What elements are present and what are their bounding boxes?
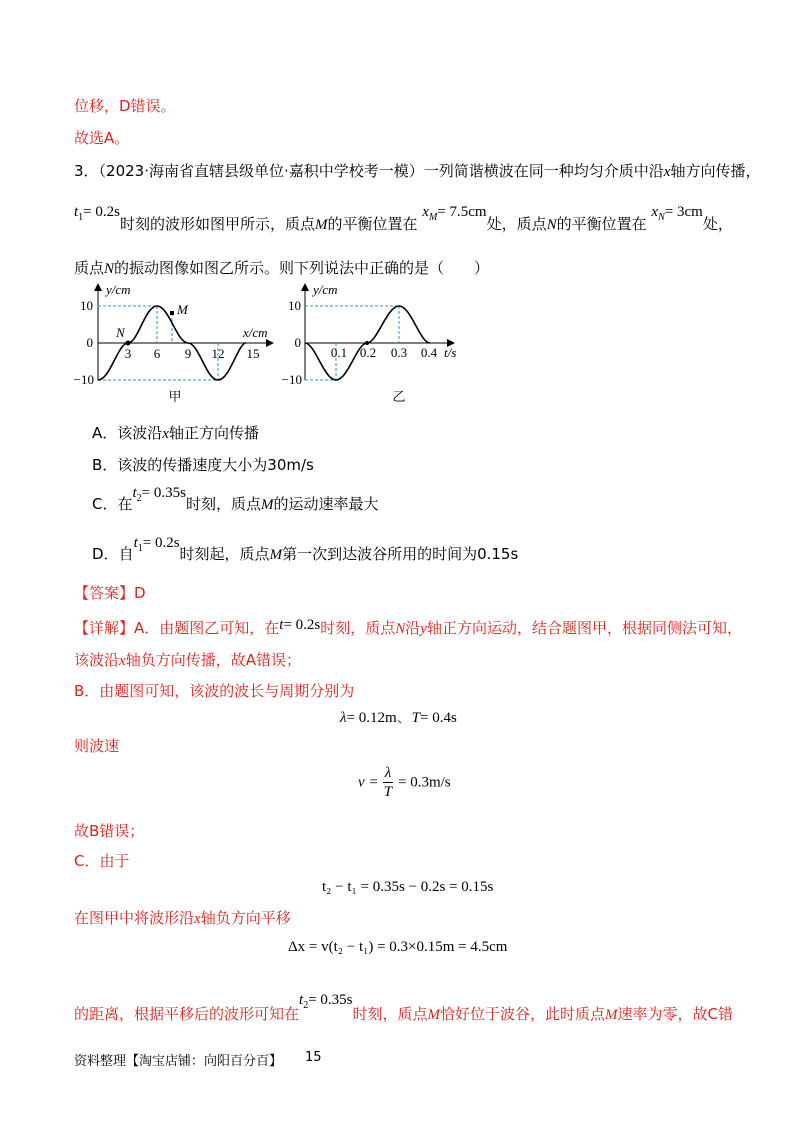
math-var: N (546, 217, 557, 233)
math-value: = 0.2s (83, 204, 120, 220)
detail-text: A．由题图乙可知，在 (134, 619, 280, 637)
xtick-label: 0.4 (420, 345, 438, 360)
detail-line: 故B错误； (74, 822, 145, 840)
math-var: λ (340, 710, 347, 726)
question-text: 处， (702, 215, 733, 233)
ytick-label: 0 (86, 335, 93, 350)
question-number: 3． (74, 162, 99, 180)
option-d (92, 535, 519, 566)
math-var: y (420, 621, 427, 637)
detail-text: 该波沿 (74, 651, 120, 669)
equation-displacement: Δx = v(t₂ − t₁) = 0.3×0.15m = 4.5cm (288, 939, 508, 955)
math-value: = 7.5cm (437, 204, 487, 220)
math-value: = 0.4s (420, 710, 457, 726)
detail-line (74, 618, 742, 639)
xtick-label: 0.1 (330, 345, 348, 360)
option-label: D． (92, 545, 119, 563)
xtick-label: 9 (184, 346, 192, 361)
option-text: 自 (118, 545, 134, 563)
equation-wavelength-period (340, 707, 457, 728)
wave-graph-jia (60, 280, 280, 405)
question-text: 的振动图像如图乙所示。则下列说法中正确的是（ ） (114, 259, 490, 277)
math-var: x (422, 204, 429, 220)
math-var: t (132, 485, 137, 501)
xtick-label: 0.2 (359, 345, 377, 360)
detail-text: 在图甲中将波形沿 (74, 909, 195, 927)
math-var: t (133, 535, 138, 551)
math-var: t (74, 204, 79, 220)
ytick-label: 10 (80, 298, 93, 313)
question-text: 处，质点 (486, 215, 547, 233)
question-source: （2023·海南省直辖县级单位·嘉积中学校考一模）一列简谐横波在同一种均匀介质中沿 (98, 162, 664, 180)
detail-text: 时刻，质点 (352, 1005, 428, 1023)
equation-speed (358, 764, 451, 801)
math-sub: 1 (137, 543, 143, 554)
ytick-label: 10 (288, 298, 301, 313)
option-text: 该波沿 (117, 424, 163, 442)
option-text: 该波的传播速度大小为30m/s (117, 456, 314, 474)
question-text: 轴方向传播， (670, 162, 761, 180)
option-a (92, 423, 259, 444)
page-number: 15 (305, 1050, 322, 1065)
detail-text: 轴正方向运动，结合题图甲，根据同侧法可知， (426, 619, 742, 637)
math-sub: 1 (78, 212, 84, 223)
option-text: 的运动速率最大 (273, 495, 379, 513)
math-var: t (279, 616, 284, 633)
math-var: x (663, 164, 671, 180)
detail-text: 轴负方向平移 (200, 909, 291, 927)
answer-line: 【答案】D (74, 584, 146, 602)
question-stem-line3 (74, 258, 489, 279)
math-var: x (162, 426, 169, 442)
math-var: t (299, 992, 304, 1008)
vibration-graph-yi (275, 280, 475, 405)
xtick-label: 0.3 (390, 345, 408, 360)
x-axis-label: x/cm (243, 325, 268, 340)
option-label: C． (92, 495, 118, 513)
detail-line: C．由于 (74, 852, 130, 870)
math-value: = 0.12m (346, 710, 397, 726)
math-var: M (269, 547, 283, 563)
detail-line (74, 650, 301, 671)
math-var: v (358, 774, 365, 791)
detail-line: 则波速 (74, 737, 120, 755)
option-text: 时刻，质点 (185, 495, 261, 513)
separator: 、 (396, 708, 412, 726)
footer-source: 资料整理【淘宝店铺：向阳百分百】 (74, 1054, 283, 1069)
x-axis-label: t/s (444, 345, 457, 360)
xtick-label: 12 (211, 346, 225, 361)
math-sub: 2 (136, 493, 142, 504)
math-sub: 2 (303, 1000, 309, 1011)
math-value: = 0.35s (141, 485, 186, 501)
detail-text: 沿 (405, 619, 421, 637)
point-m-label: M (177, 302, 188, 317)
figure-caption: 乙 (392, 390, 406, 405)
point-m-dot (170, 311, 174, 315)
ytick-label: 0 (294, 335, 301, 350)
math-sub: M (428, 212, 438, 223)
math-value: = 3cm (664, 204, 703, 220)
question-stem (74, 161, 760, 182)
fraction-numerator: λ (384, 765, 392, 781)
math-value: = 0.3m/s (397, 774, 451, 791)
equation-time-diff: t₂ − t₁ = 0.35s − 0.2s = 0.15s (322, 879, 494, 895)
xtick-label: 3 (124, 346, 132, 361)
detail-line (74, 992, 733, 1026)
math-value: = 0.2s (283, 616, 321, 633)
point-n-label: N (116, 325, 125, 340)
detail-text: 恰好位于波谷，此时质点 (440, 1005, 606, 1023)
math-value: = 0.2s (142, 535, 180, 551)
option-label: A． (92, 424, 118, 442)
detail-text: 时刻，质点 (320, 619, 396, 637)
math-var: x (651, 204, 659, 220)
detail-text: 轴负方向传播，故A错误； (125, 651, 301, 669)
option-text: 第一次到达波谷所用的时间为0.15s (282, 545, 519, 563)
question-text: 时刻的波形如图甲所示，质点 (119, 215, 315, 233)
detail-line (74, 908, 291, 929)
question-text: 质点 (74, 259, 105, 277)
xtick-label: 6 (153, 346, 161, 361)
detail-text: 的距离，根据平移后的波形可知在 (74, 1005, 300, 1023)
math-var: x (119, 653, 126, 669)
xtick-label: 15 (246, 346, 260, 361)
math-var: M (605, 1007, 618, 1023)
option-b (92, 455, 314, 475)
math-value: = 0.35s (308, 992, 353, 1008)
line-text: 故选A。 (74, 129, 130, 147)
y-axis-label: y/cm (106, 282, 131, 297)
option-text: 轴正方向传播 (168, 424, 259, 442)
figure-caption: 甲 (168, 390, 182, 405)
fraction-denominator: T (383, 784, 393, 800)
option-label: B． (92, 456, 118, 474)
question-text: 的平衡位置在 (556, 215, 647, 233)
math-var: M (314, 217, 328, 233)
option-c (92, 485, 379, 516)
ytick-label: −10 (73, 372, 94, 387)
math-var: M (427, 1007, 440, 1023)
detail-tag: 【详解】 (74, 619, 135, 637)
detail-text: 速率为零，故C错 (617, 1005, 733, 1023)
math-var: M (260, 497, 274, 513)
math-var: N (395, 621, 406, 637)
option-text: 时刻起，质点 (179, 545, 270, 563)
line-text: 位移，D错误。 (74, 97, 176, 115)
math-var: N (104, 261, 115, 277)
question-stem-line2 (74, 204, 733, 236)
option-text: 在 (117, 495, 133, 513)
point-n-dot (126, 341, 131, 346)
math-op: = (369, 774, 378, 791)
question-text: 的平衡位置在 (327, 215, 418, 233)
y-axis-label: y/cm (313, 282, 338, 297)
detail-line: B．由题图可知，该波的波长与周期分别为 (74, 682, 355, 700)
ytick-label: −10 (281, 372, 302, 387)
math-var: x (194, 911, 201, 927)
math-var: T (411, 710, 420, 726)
math-sub: N (658, 212, 665, 223)
